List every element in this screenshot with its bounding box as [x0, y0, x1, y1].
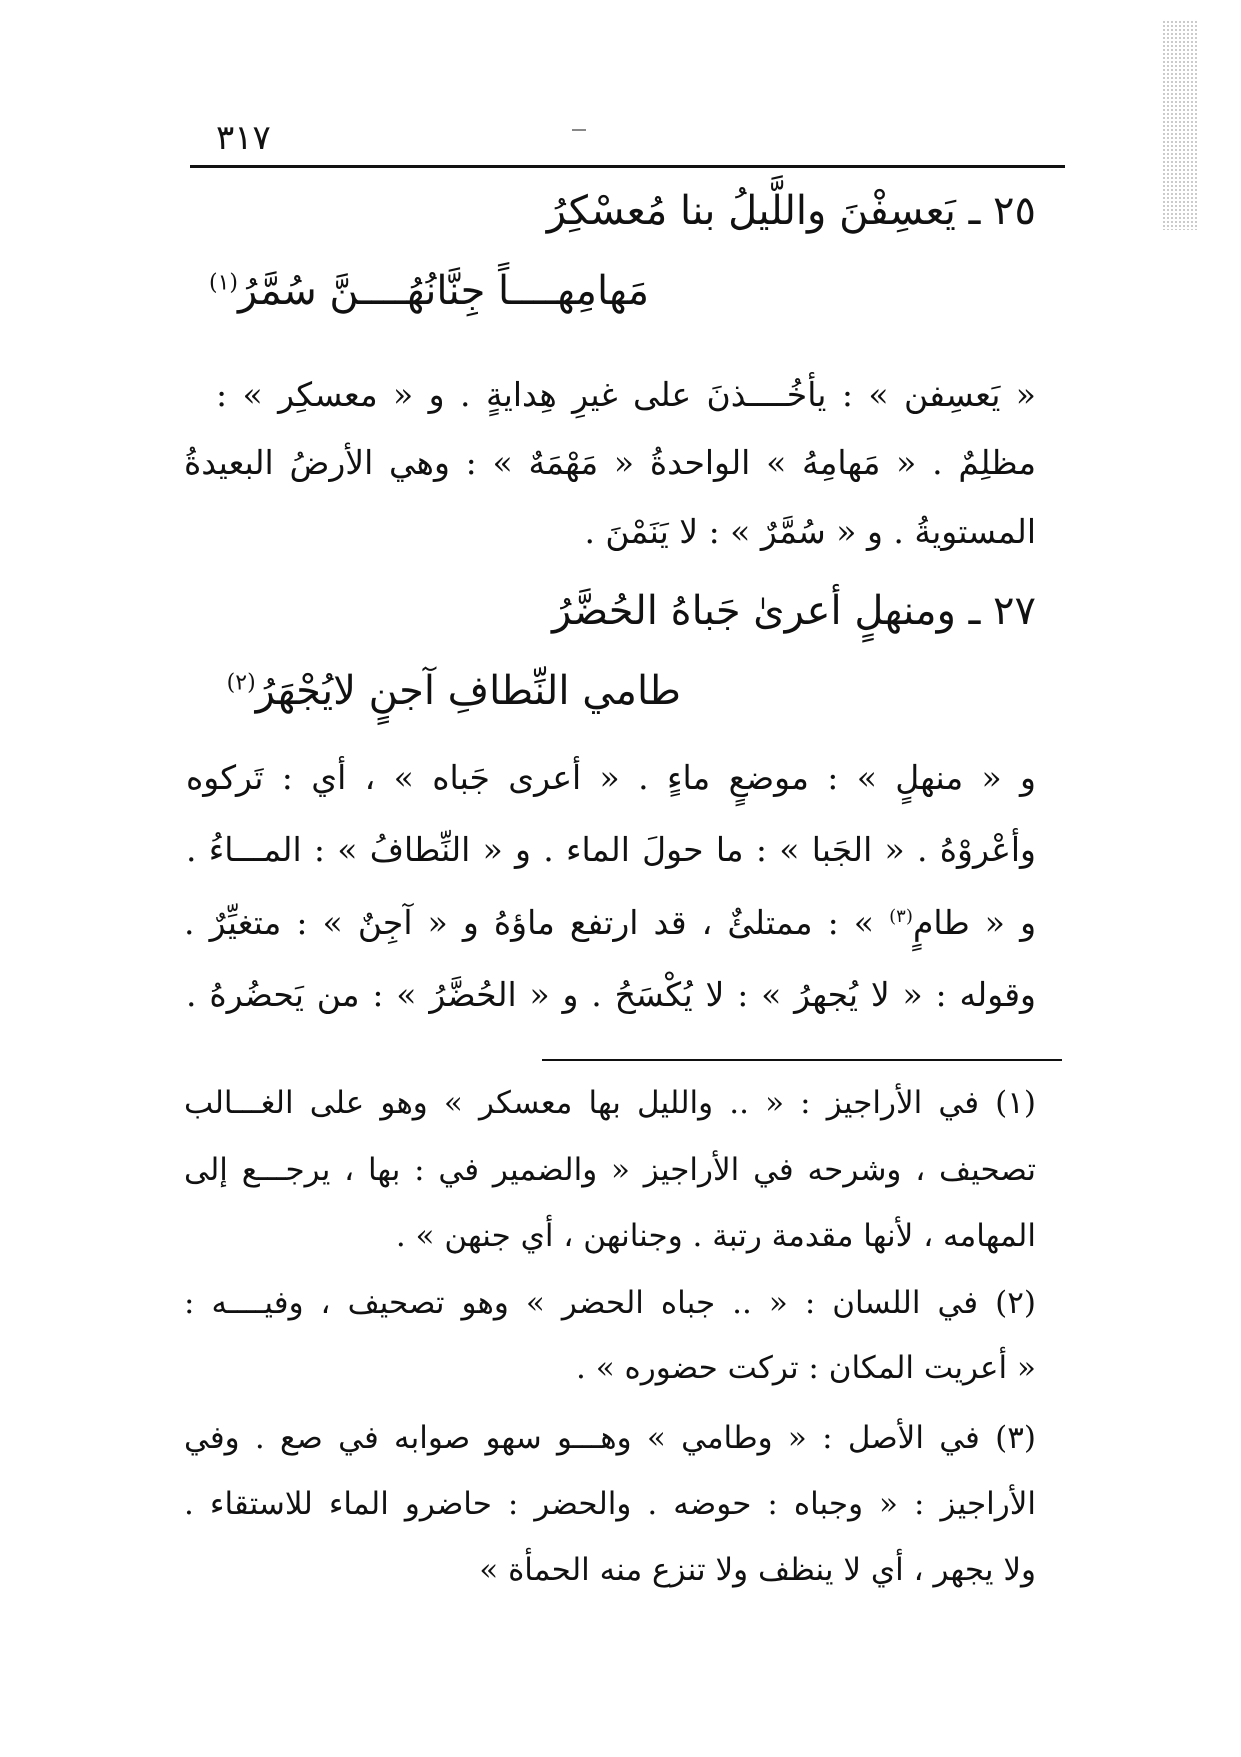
commentary-1-line-1: « يَعسِفن » : يأخُــــذنَ على غيرِ هِدايةٍ . و « معسكِر » : [216, 375, 1036, 414]
commentary-1-line-3: المستويةُ . و « سُمَّرٌ » : لا يَنَمْنَ . [584, 512, 1036, 551]
commentary-2-line-2: وأعْروْهُ . « الجَبا » : ما حولَ الماء . و « النِّطافُ » : المـــاءُ . [186, 830, 1036, 869]
footnote-2-line-1: (٢) في اللسان : « .. جباه الحضر » وهو تصحيف ، وفيــــه : [184, 1285, 1036, 1321]
scan-speckle-margin [1162, 20, 1198, 230]
footnote-ref-3: (٣) [889, 906, 913, 927]
footnote-3-line-1: (٣) في الأصل : « وطامي » وهـــو سهو صوابه في صع . وفي [184, 1420, 1036, 1456]
footnote-rule [542, 1059, 1062, 1061]
verse-25-hemistich-1: ٢٥ ـ يَعسِفْنَ واللَّيلُ بنا مُعسْكِرُ [546, 188, 1036, 234]
footnote-1-line-2: تصحيف ، وشرحه في الأراجيز « والضمير في : بها ، يرجـــع إلى [184, 1152, 1036, 1188]
footnote-ref-1: (١) [208, 270, 238, 296]
footnote-ref-2: (٢) [226, 670, 256, 696]
verse-27-hemistich-1: ٢٧ ـ ومنهلٍ أعرىٰ جَباهُ الحُضَّرُ [552, 588, 1036, 634]
commentary-2-line-3 [184, 903, 1036, 942]
verse-27-hemistich-2 [227, 668, 681, 714]
verse-25-hemistich-2 [209, 268, 649, 314]
page-number: ٣١٧ [216, 118, 271, 158]
footnote-1-line-1: (١) في الأراجيز : « .. والليل بها معسكر » وهو على الغـــالب [184, 1085, 1036, 1121]
header-rule [190, 165, 1065, 168]
verse-27-hemistich-2-text: طامي النِّطافِ آجنٍ لايُجْهَرُ [255, 668, 681, 714]
footnote-2-line-2: « أعريت المكان : تركت حضوره » . [575, 1350, 1036, 1386]
commentary-2-line-3-start: و « طامٍ [912, 903, 1037, 942]
footnote-1-line-3: المهامه ، لأنها مقدمة رتبة . وجنانهن ، أي جنهن » . [395, 1218, 1036, 1254]
commentary-2-line-4: وقوله : « لا يُجهرُ » : لا يُكْسَحُ . و « الحُضَّرُ » : من يَحضُرهُ . [186, 975, 1036, 1014]
commentary-2-line-3-end: » : ممتلئٌ ، قد ارتفع ماؤهُ و « آجِنٌ » : متغيِّرٌ . [184, 903, 890, 942]
footnote-3-line-3: ولا يجهر ، أي لا ينظف ولا تنزع منه الحمأة » [479, 1552, 1036, 1588]
footnote-3-line-2: الأراجيز : « وجباه : حوضه . والحضر : حاضرو الماء للاستقاء . [184, 1486, 1036, 1522]
scan-mark [572, 129, 586, 131]
commentary-2-line-1: و « منهلٍ » : موضعٍ ماءٍ . « أعرى جَباه » ، أي : تَركوه [186, 758, 1036, 797]
verse-25-hemistich-2-text: مَهامِهــــاً جِنَّانُهُــــنَّ سُمَّرُ [238, 268, 649, 314]
commentary-1-line-2: مظلِمٌ . « مَهامِهُ » الواحدةُ « مَهْمَهٌ » : وهي الأرضُ البعيدةُ [184, 443, 1036, 482]
